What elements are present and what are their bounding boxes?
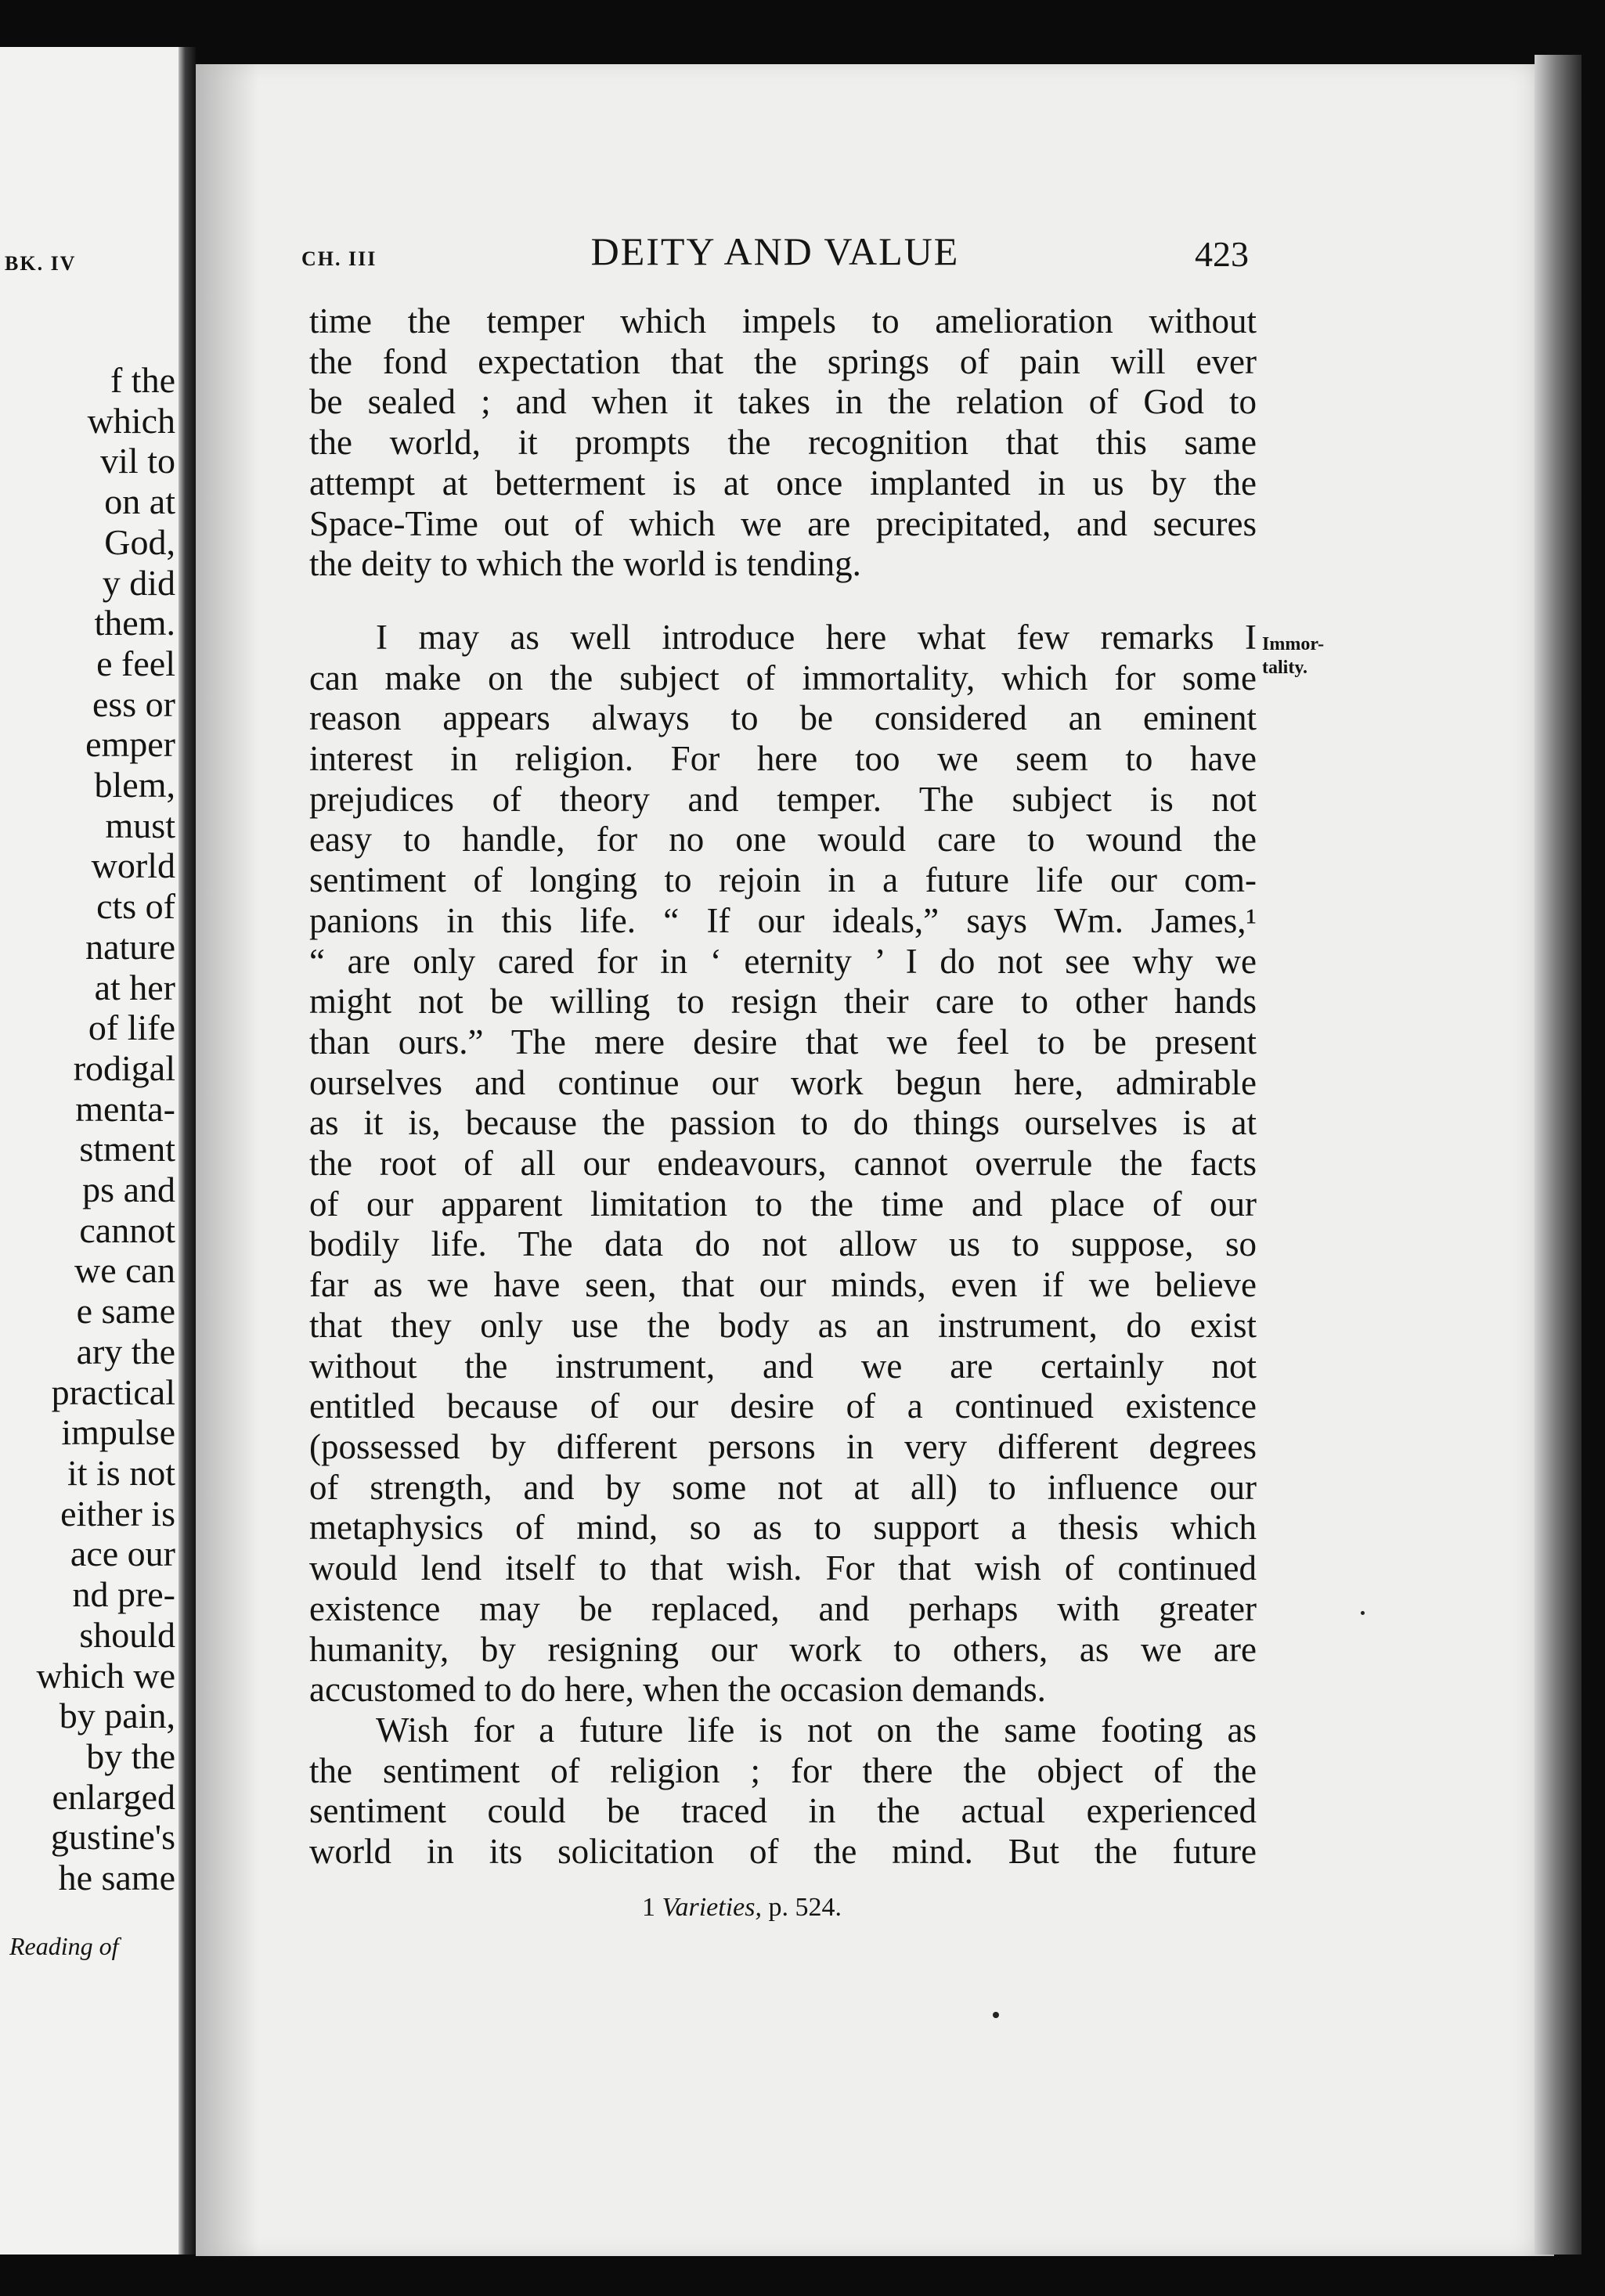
- left-text-line: must: [105, 805, 175, 845]
- text-line: the sentiment of religion ; for there the object of the: [309, 1750, 1257, 1790]
- text-line: “ are only cared for in ‘ eternity ’ I do not see why we: [309, 941, 1257, 981]
- body-text: [309, 301, 1257, 1872]
- speck: [1361, 1611, 1365, 1615]
- text-line: humanity, by resigning our work to others, as we are: [309, 1629, 1257, 1669]
- text-line: the world, it prompts the recognition that this same: [309, 423, 1257, 463]
- left-text-line: practical: [51, 1371, 175, 1412]
- left-text-line: which we: [36, 1655, 175, 1696]
- running-header: [301, 229, 1249, 283]
- left-text-line: world: [91, 845, 175, 886]
- left-text-line: e feel: [96, 643, 175, 683]
- left-text-line: we can: [74, 1250, 175, 1291]
- text-line: prejudices of theory and temper. The subject is not: [309, 779, 1257, 819]
- left-text-line: cts of: [96, 886, 175, 927]
- text-line: would lend itself to that wish. For that wish of continued: [309, 1548, 1257, 1588]
- text-line: sentiment could be traced in the actual experienced: [309, 1791, 1257, 1831]
- left-text-line: of life: [88, 1007, 175, 1048]
- text-line: of strength, and by some not at all) to influence our: [309, 1467, 1257, 1507]
- text-line: be sealed ; and when it takes in the relation of God to: [309, 382, 1257, 422]
- footnote: [642, 1893, 842, 1923]
- footnote-page: p. 524.: [768, 1893, 842, 1922]
- left-text-line: cannot: [79, 1209, 175, 1250]
- text-line: I may as well introduce here what few remarks I: [376, 617, 1257, 657]
- text-line: than ours.” The mere desire that we feel to be present: [309, 1022, 1257, 1061]
- text-line: time the temper which impels to amelioration without: [309, 301, 1257, 341]
- footnote-marker: 1: [642, 1893, 655, 1922]
- left-text-line: vil to: [100, 441, 175, 481]
- paragraph-gap: [309, 585, 1257, 618]
- left-text-line: rodigal: [73, 1047, 175, 1088]
- left-page: [0, 47, 186, 2255]
- left-text-line: ace our: [70, 1534, 175, 1574]
- left-text-line: on at: [104, 481, 175, 522]
- text-line: (possessed by different persons in very different degrees: [309, 1426, 1257, 1466]
- text-line: of our apparent limitation to the time and place of our: [309, 1184, 1257, 1224]
- text-line: as it is, because the passion to do things ourselves is at: [309, 1103, 1257, 1143]
- text-line: without the instrument, and we are certainly not: [309, 1346, 1257, 1386]
- left-text-line: emper: [85, 724, 175, 765]
- left-text-line: e same: [76, 1291, 175, 1332]
- text-line: existence may be replaced, and perhaps with greater: [309, 1588, 1257, 1628]
- left-text-line: should: [79, 1614, 175, 1655]
- left-text-line: y did: [102, 562, 175, 603]
- left-text-line: impulse: [61, 1412, 175, 1453]
- left-text-line: ess or: [92, 683, 175, 724]
- left-text-line: at her: [94, 967, 175, 1007]
- text-line: reason appears always to be considered an eminent: [309, 698, 1257, 738]
- text-line: the fond expectation that the springs of pain will ever: [309, 341, 1257, 381]
- left-text-line: which: [87, 400, 175, 441]
- text-line: entitled because of our desire of a continued existence: [309, 1386, 1257, 1426]
- left-text-line: God,: [104, 521, 175, 562]
- left-page-text: [3, 360, 175, 1898]
- left-text-line: f the: [110, 360, 175, 400]
- text-line: world in its solicitation of the mind. But the future: [309, 1832, 1257, 1872]
- left-text-line: stment: [79, 1129, 175, 1170]
- text-line: metaphysics of mind, so as to support a thesis which: [309, 1508, 1257, 1548]
- left-text-line: by pain,: [59, 1696, 175, 1736]
- margin-note: [1262, 633, 1324, 679]
- chapter-label: CH. III: [301, 247, 377, 270]
- footnote-work: Varieties,: [662, 1893, 762, 1922]
- text-line: the root of all our endeavours, cannot overrule the facts: [309, 1144, 1257, 1184]
- left-running-header: BK. IV: [5, 252, 77, 275]
- left-text-line: he same: [58, 1858, 175, 1898]
- left-text-line: by the: [86, 1736, 175, 1776]
- text-line: accustomed to do here, when the occasion demands.: [309, 1670, 1046, 1710]
- left-text-line: menta-: [75, 1088, 175, 1129]
- left-footer: Reading of: [9, 1932, 119, 1960]
- text-line: far as we have seen, that our minds, even if we believe: [309, 1265, 1257, 1305]
- left-text-line: enlarged: [52, 1776, 175, 1817]
- page-edge: [1535, 55, 1582, 2255]
- book-gutter: [179, 47, 196, 2255]
- text-line: interest in religion. For here too we seem to have: [309, 739, 1257, 779]
- left-text-line: ary the: [76, 1331, 175, 1371]
- left-text-line: nd pre-: [72, 1574, 175, 1615]
- left-text-line: gustine's: [50, 1817, 175, 1858]
- left-text-line: either is: [60, 1493, 175, 1534]
- text-line: sentiment of longing to rejoin in a future life our com-: [309, 860, 1257, 900]
- left-text-line: nature: [85, 926, 175, 967]
- page-title: DEITY AND VALUE: [590, 229, 960, 273]
- left-text-line: blem,: [94, 765, 175, 806]
- speck: [993, 2012, 999, 2018]
- gutter-shadow: [196, 64, 258, 2256]
- margin-note-line: tality.: [1262, 658, 1307, 678]
- text-line: the deity to which the world is tending.: [309, 544, 861, 584]
- text-line: panions in this life. “ If our ideals,” says Wm. James,¹: [309, 900, 1257, 940]
- text-line: Wish for a future life is not on the same footing as: [376, 1710, 1257, 1750]
- text-line: ourselves and continue our work begun here, admirable: [309, 1062, 1257, 1102]
- text-line: attempt at betterment is at once implanted in us by the: [309, 463, 1257, 503]
- text-line: easy to handle, for no one would care to wound the: [309, 820, 1257, 860]
- text-line: Space-Time out of which we are precipitated, and secures: [309, 503, 1257, 543]
- text-line: can make on the subject of immortality, which for some: [309, 658, 1257, 697]
- text-line: might not be willing to resign their care to other hands: [309, 982, 1257, 1022]
- margin-note-line: Immor-: [1262, 634, 1325, 654]
- left-text-line: them.: [94, 603, 175, 643]
- left-text-line: it is not: [67, 1452, 175, 1493]
- text-line: that they only use the body as an instrument, do exist: [309, 1305, 1257, 1345]
- left-text-line: ps and: [82, 1170, 175, 1210]
- text-line: bodily life. The data do not allow us to suppose, so: [309, 1224, 1257, 1264]
- page-number: 423: [1195, 234, 1249, 274]
